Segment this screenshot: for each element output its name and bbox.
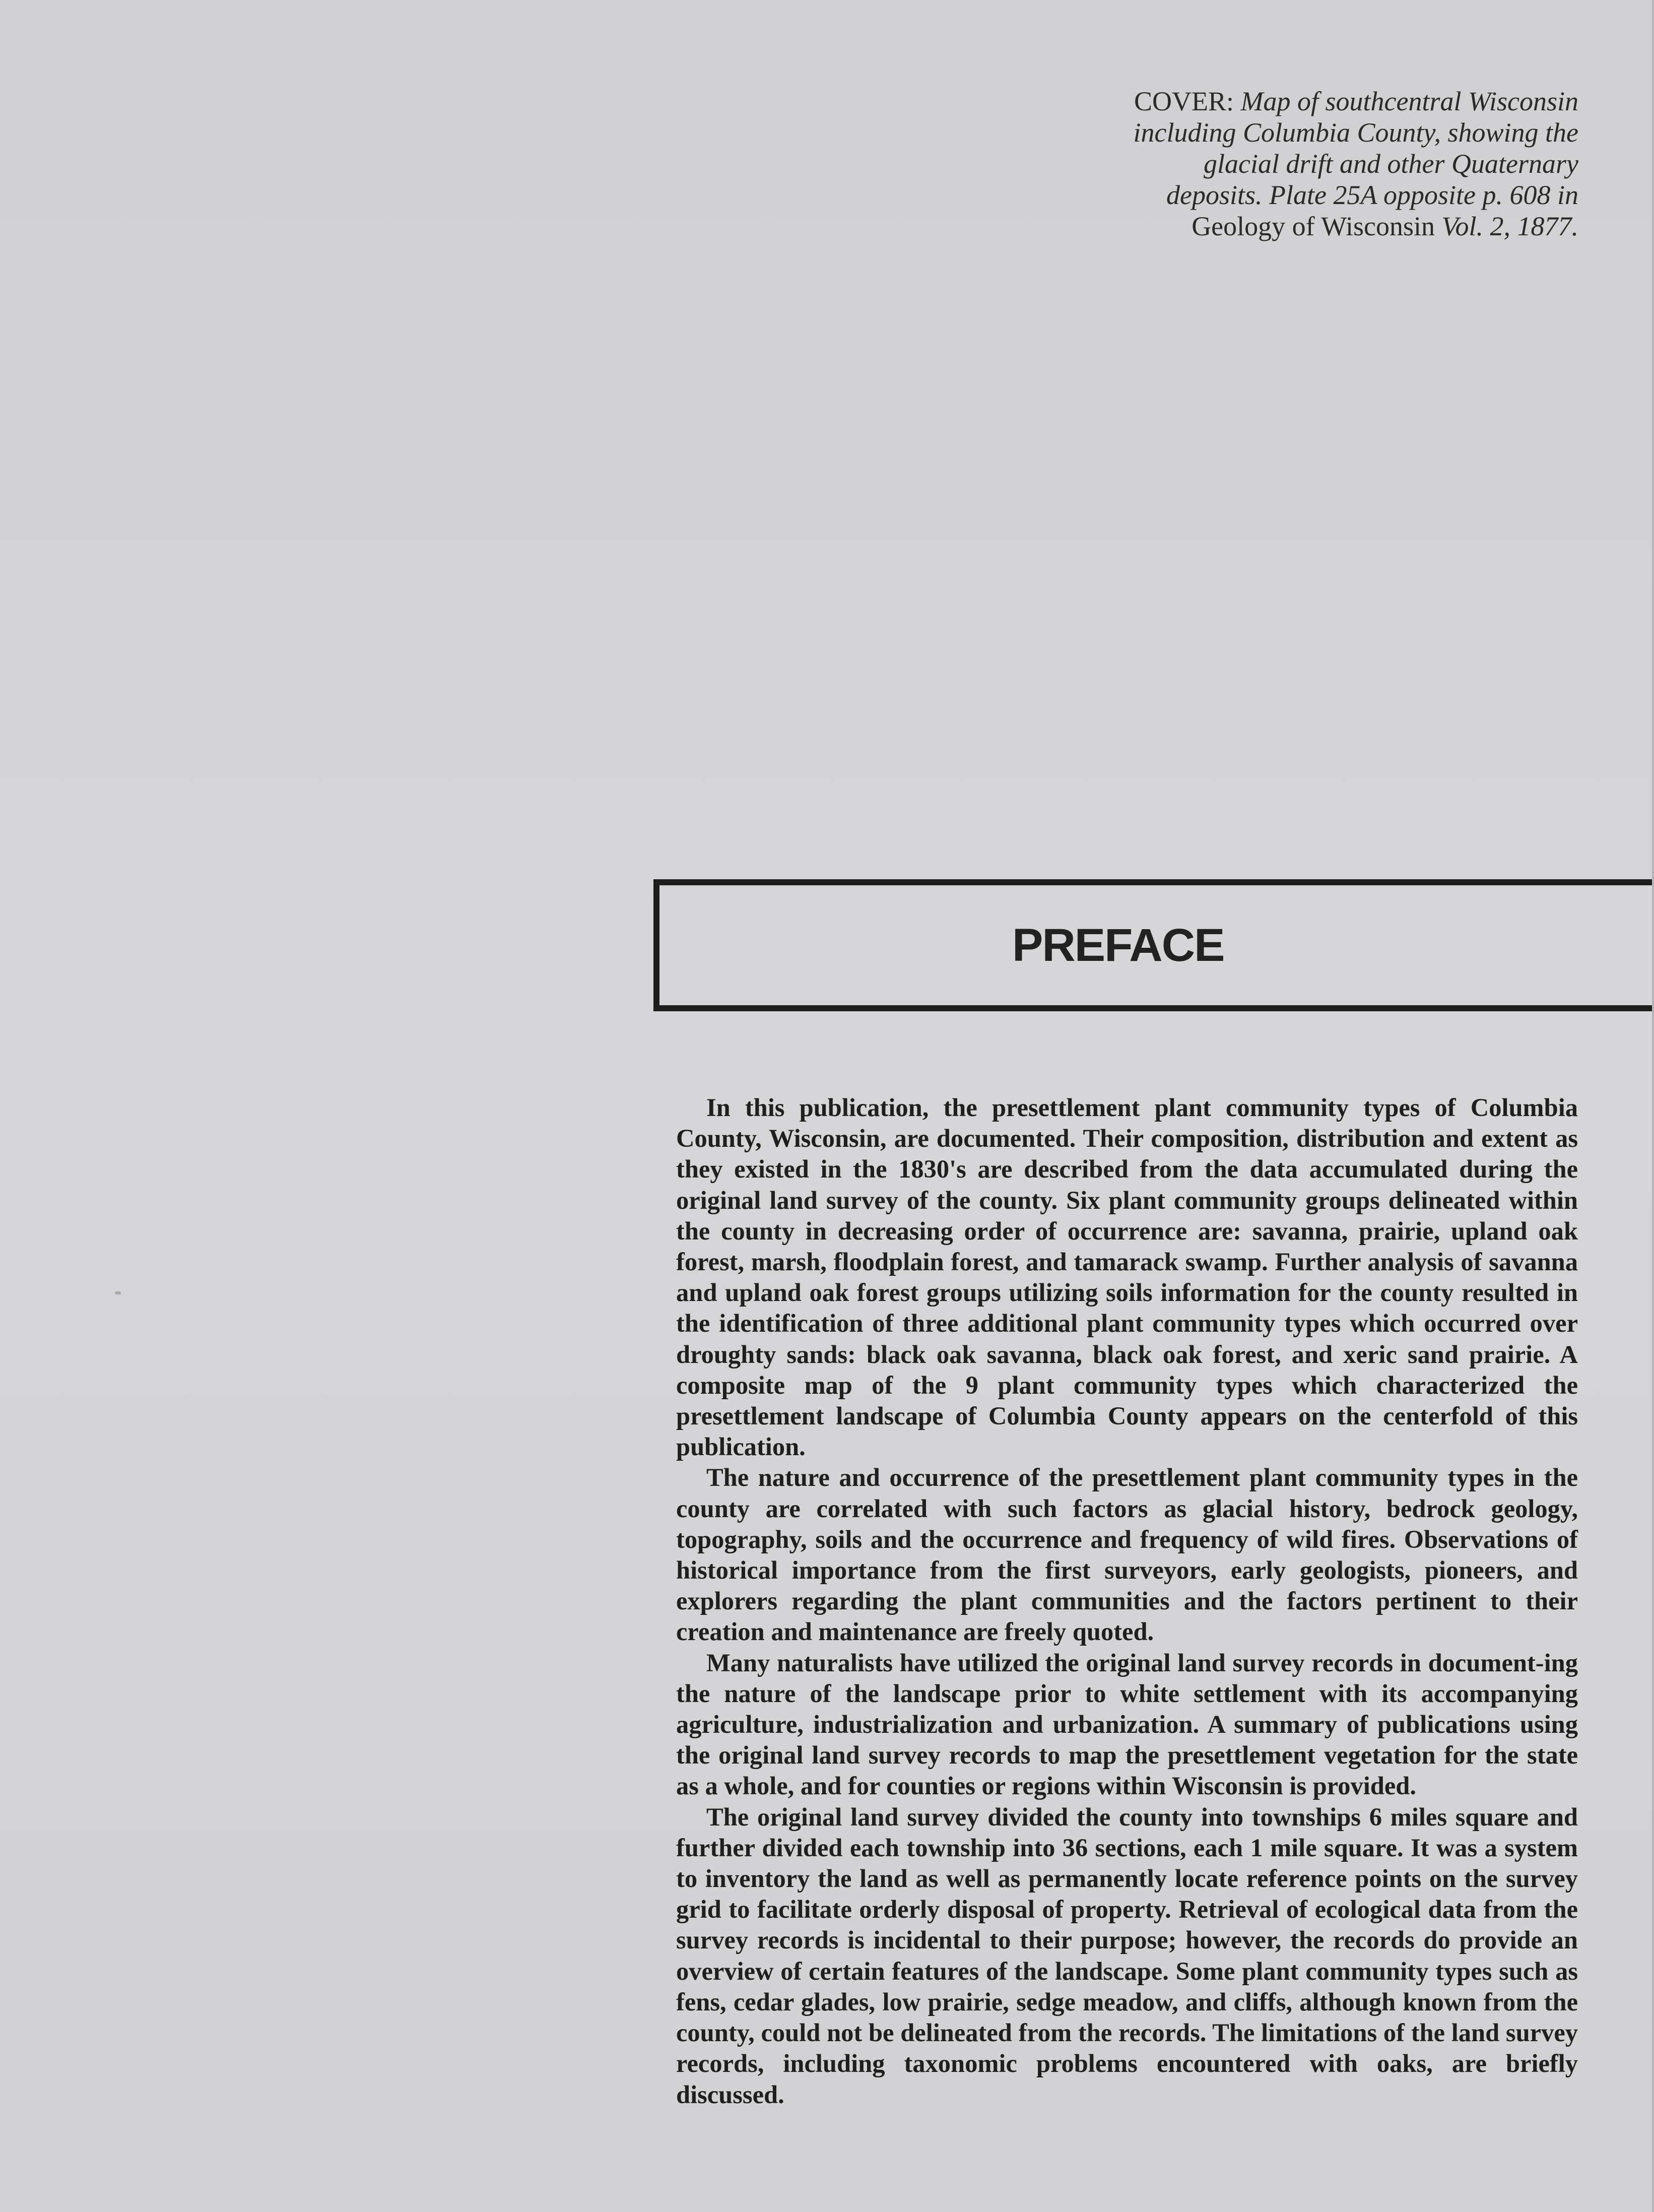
preface-paragraph-1: In this publication, the presettlement plant community types of Columbia County, Wisconsin, are documented. Their composition, distribution and extent as they existed in the 1830's are described from the data accumulated during the original land survey of the county. Six plant community groups delineated within the county in decreasing order of occurrence are: savanna, prairie, upland oak forest, marsh, floodplain forest, and tamarack swamp. Further analysis of savanna and upland oak forest groups utilizing soils information for the county resulted in the identification of three additional plant community types which occurred over droughty sands: black oak savanna, black oak forest, and xeric sand prairie. A composite map of the 9 plant community types which characterized the presettlement landscape of Columbia County appears on the centerfold of this publication.	[676, 1093, 1578, 1461]
preface-heading: PREFACE	[1012, 919, 1224, 971]
preface-body	[676, 1092, 1578, 2110]
preface-paragraph-2: The nature and occurrence of the presettlement plant community types in the county are correlated with such factors as glacial history, bedrock geology, topography, soils and the occurrence and frequency of wild fires. Observations of historical importance from the first surveyors, early geologists, pioneers, and explorers regarding the plant communities and the factors pertinent to their creation and maintenance are freely quoted.	[676, 1463, 1578, 1646]
page-edge	[1652, 0, 1654, 2212]
paper-speck	[115, 1291, 121, 1294]
cover-caption-volume: Vol. 2, 1877.	[1441, 211, 1578, 241]
cover-caption	[1125, 86, 1578, 242]
preface-paragraph-3: Many naturalists have utilized the original land survey records in document-ing the nature of the landscape prior to white settlement with its accompanying agriculture, industrialization and urbanization. A summary of publications using the original land survey records to map the presettlement vegetation for the state as a whole, and for counties or regions within Wisconsin is provided.	[676, 1648, 1578, 1800]
cover-caption-book-title: Geology of Wisconsin	[1192, 211, 1435, 241]
preface-paragraph-4: The original land survey divided the county into townships 6 miles square and further divided each township into 36 sections, each 1 mile square. It was a system to inventory the land as well as permanently locate reference points on the survey grid to facilitate orderly disposal of property. Retrieval of ecological data from the survey records is incidental to their purpose; however, the records do provide an overview of certain features of the landscape. Some plant community types such as fens, cedar glades, low prairie, sedge meadow, and cliffs, although known from the county, could not be delineated from the records. The limitations of the land survey records, including taxonomic problems encountered with oaks, are briefly discussed.	[676, 1802, 1578, 2109]
cover-caption-description: Map of southcentral Wisconsin including Columbia County, showing the glacial drift and other Quaternary deposits. Plate 25A opposite p. 608 in	[1133, 86, 1578, 210]
cover-caption-label: COVER:	[1134, 86, 1234, 116]
preface-heading-box	[653, 879, 1654, 1011]
